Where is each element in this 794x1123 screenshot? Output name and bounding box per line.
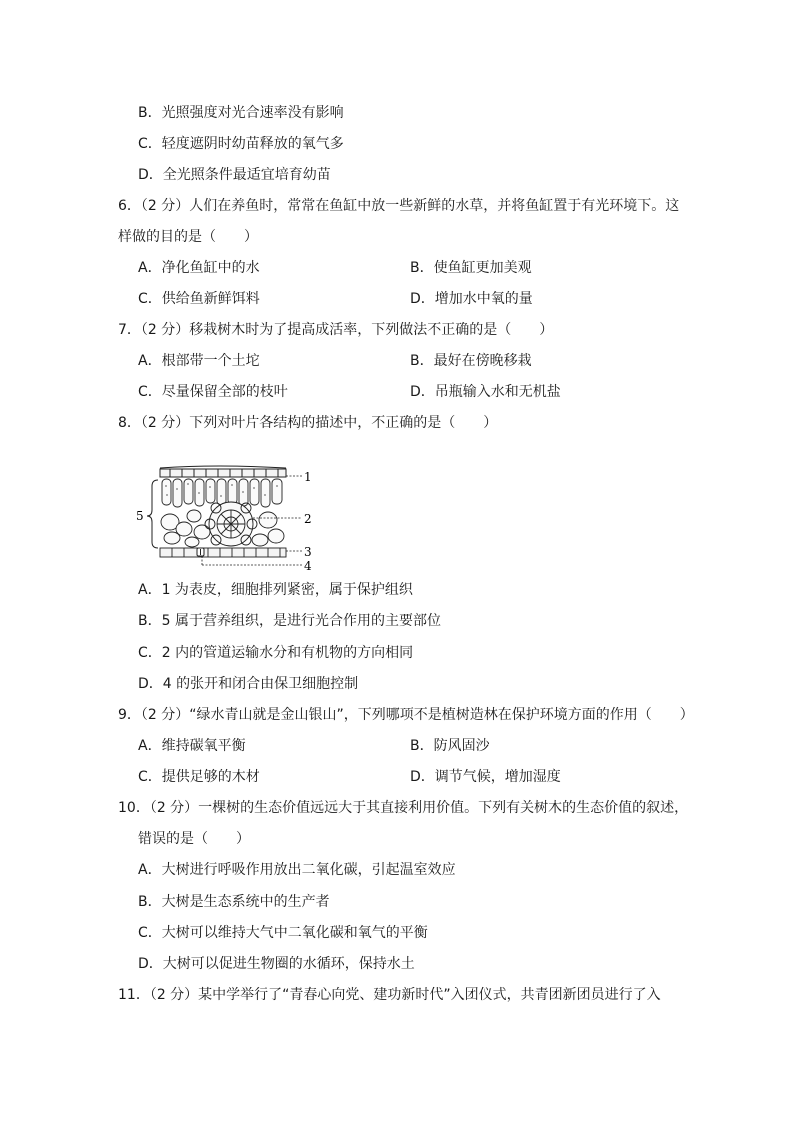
q8-option-b: B．5 属于营养组织，是进行光合作用的主要部位 xyxy=(138,613,441,629)
q6-option-b: B．使鱼缸更加美观 xyxy=(410,260,532,276)
q10-option-a: A．大树进行呼吸作用放出二氧化碳，引起温室效应 xyxy=(138,862,456,878)
figure-label-3: 3 xyxy=(304,545,312,559)
upper-epidermis xyxy=(160,466,286,477)
q6-option-d: D．增加水中氧的量 xyxy=(410,291,533,307)
figure-label-1: 1 xyxy=(304,470,312,484)
q7-option-b: B．最好在傍晚移栽 xyxy=(410,353,532,369)
q5-option-c: C．轻度遮阴时幼苗释放的氧气多 xyxy=(138,136,344,152)
q6-option-c: C．供给鱼新鲜饵料 xyxy=(138,291,260,307)
q7-stem: 7．（2 分）移栽树木时为了提高成活率，下列做法不正确的是（ ） xyxy=(118,322,554,338)
q10-option-c: C．大树可以维持大气中二氧化碳和氧气的平衡 xyxy=(138,925,428,941)
q9-option-b: B．防风固沙 xyxy=(410,738,490,754)
lower-epidermis xyxy=(160,548,286,557)
q10-stem-line2: 错误的是（ ） xyxy=(138,831,250,847)
q8-stem: 8．（2 分）下列对叶片各结构的描述中，不正确的是（ ） xyxy=(118,415,498,431)
q5-option-d: D．全光照条件最适宜培育幼苗 xyxy=(138,167,331,183)
figure-label-2: 2 xyxy=(304,512,312,526)
q8-option-a: A．1 为表皮，细胞排列紧密，属于保护组织 xyxy=(138,582,413,598)
q10-option-d: D．大树可以促进生物圈的水循环，保持水土 xyxy=(138,956,415,972)
figure-label-5: 5 xyxy=(136,509,144,523)
q6-option-a: A．净化鱼缸中的水 xyxy=(138,260,260,276)
q7-option-c: C．尽量保留全部的枝叶 xyxy=(138,384,288,400)
q5-option-b: B．光照强度对光合速率没有影响 xyxy=(138,105,344,121)
stoma xyxy=(197,548,204,556)
q10-option-b: B．大树是生态系统中的生产者 xyxy=(138,894,330,910)
q8-option-c: C．2 内的管道运输水分和有机物的方向相同 xyxy=(138,645,414,661)
q7-option-a: A．根部带一个土坨 xyxy=(138,353,260,369)
q9-option-a: A．维持碳氧平衡 xyxy=(138,738,246,754)
q7-option-d: D．吊瓶输入水和无机盐 xyxy=(410,384,561,400)
mesophyll-bracket xyxy=(147,480,158,548)
q9-option-c: C．提供足够的木材 xyxy=(138,769,260,785)
q10-stem-line1: 10．（2 分）一棵树的生态价值远远大于其直接利用价值。下列有关树木的生态价值的叙述， xyxy=(118,800,689,816)
q6-stem-line2: 样做的目的是（ ） xyxy=(118,229,258,245)
q9-option-d: D．调节气候，增加湿度 xyxy=(410,769,561,785)
leaf-cross-section-figure xyxy=(136,462,326,574)
q6-stem-line1: 6．（2 分）人们在养鱼时，常常在鱼缸中放一些新鲜的水草，并将鱼缸置于有光环境下。这 xyxy=(118,198,680,214)
q9-stem: 9．（2 分）“绿水青山就是金山银山”，下列哪项不是植树造林在保护环境方面的作用（ ） xyxy=(118,707,694,723)
q8-option-d: D．4 的张开和闭合由保卫细胞控制 xyxy=(138,676,359,692)
q11-stem: 11．（2 分）某中学举行了“青春心向党、建功新时代”入团仪式，共青团新团员进行了入 xyxy=(118,987,661,1003)
vein-bundle xyxy=(205,502,257,546)
palisade-cells xyxy=(162,479,282,507)
figure-label-4: 4 xyxy=(304,559,312,573)
